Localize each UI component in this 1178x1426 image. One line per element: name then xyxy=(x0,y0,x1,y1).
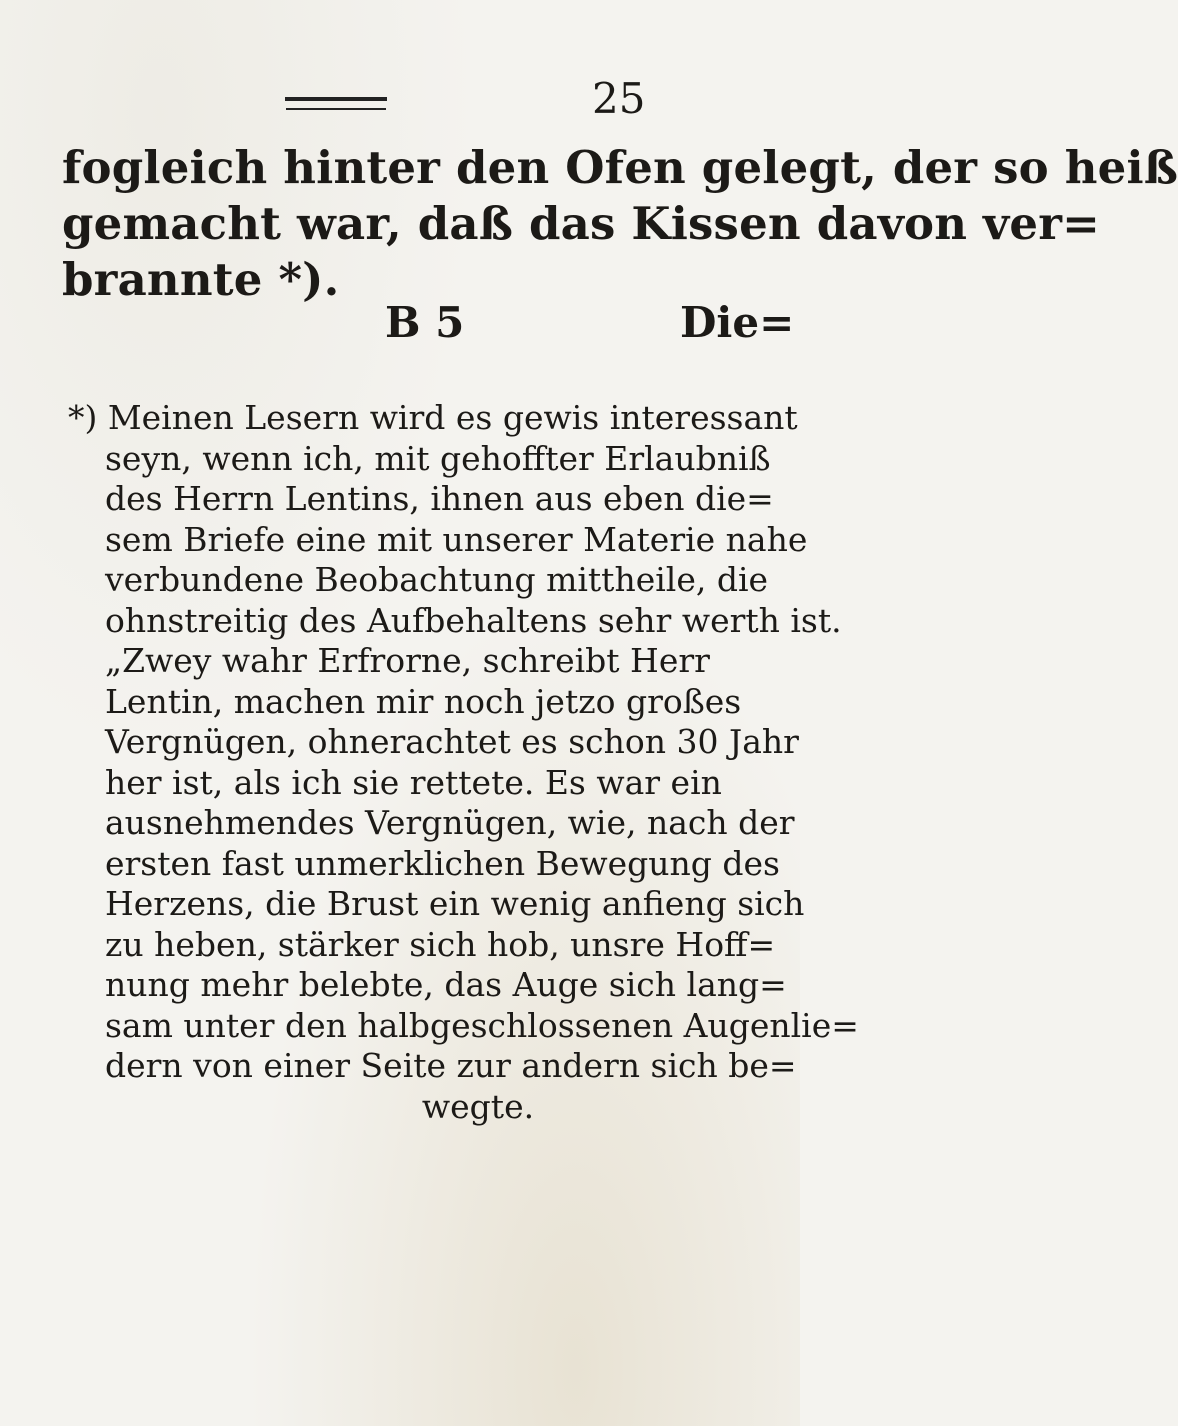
main-text-line: gemacht war, daß das Kissen davon ver= xyxy=(62,197,1101,250)
footnote-line: zu heben, stärker sich hob, unsre Hoff= xyxy=(105,924,776,964)
footnote-line: Vergnügen, ohnerachtet es schon 30 Jahr xyxy=(105,722,799,761)
footnote-line: des Herrn Lentins, ihnen aus eben die= xyxy=(105,479,774,518)
footnote-line: „Zwey wahr Erfrorne, schreibt Herr xyxy=(105,641,710,680)
footnote-line: verbundene Beobachtung mittheile, die xyxy=(105,560,769,599)
footnote-line: *) Meinen Lesern wird es gewis interessant xyxy=(68,398,798,437)
footnote xyxy=(68,398,859,1127)
footnote-line: sem Briefe eine mit unserer Materie nahe xyxy=(105,519,808,559)
footnote-line: nung mehr belebte, das Auge sich lang= xyxy=(105,965,787,1004)
main-text xyxy=(62,140,1178,308)
footnote-line: wegte. xyxy=(421,1086,535,1126)
footnote-line: ausnehmendes Vergnügen, wie, nach der xyxy=(105,803,795,842)
signature-mark: B 5 xyxy=(385,298,465,347)
catchword: Die= xyxy=(680,298,795,347)
footnote-line: Lentin, machen mir noch jetzo großes xyxy=(105,681,742,721)
footnote-line: Herzens, die Brust ein wenig anfieng sich xyxy=(105,884,805,923)
footnote-line: ohnstreitig des Aufbehaltens sehr werth ist. xyxy=(105,600,842,640)
main-text-line: brannte *). xyxy=(62,253,340,306)
main-text-line: fogleich hinter den Ofen gelegt, der so heiß xyxy=(62,141,1178,194)
signature-row xyxy=(0,298,800,354)
footnote-line: dern von einer Seite zur andern sich be= xyxy=(105,1046,797,1085)
header-rule-thin xyxy=(286,108,386,110)
footnote-line: her ist, als ich sie rettete. Es war ein xyxy=(105,762,722,802)
footnote-line: sam unter den halbgeschlossenen Augenlie= xyxy=(105,1005,859,1045)
page-number: 25 xyxy=(592,74,646,123)
footnote-line: seyn, wenn ich, mit gehoffter Erlaubniß xyxy=(105,438,771,478)
header-rule xyxy=(285,97,387,101)
footnote-line: ersten fast unmerklichen Bewegung des xyxy=(105,843,780,883)
